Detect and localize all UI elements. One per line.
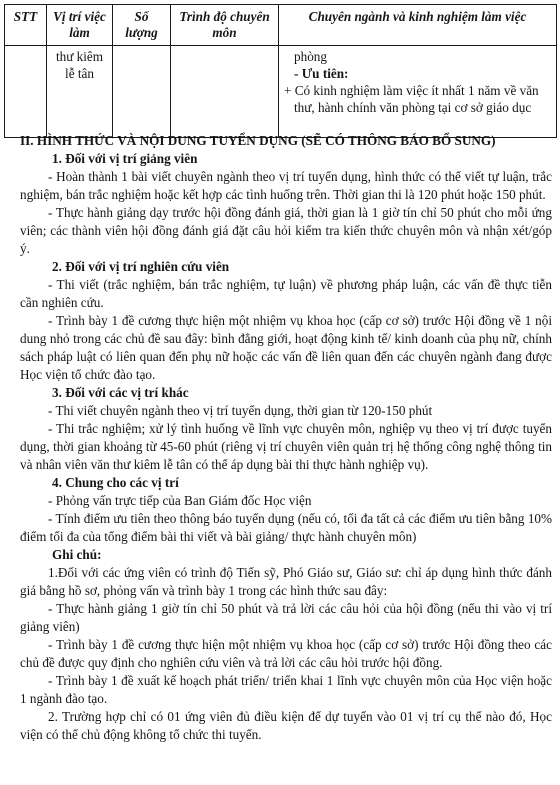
paragraph: - Trình bày 1 đề cương thực hiện một nhiệm vụ khoa học (cấp cơ sở) trước Hội đồng về 1 nội dung nhỏ trong các chủ đề sau đây: bình đẳng giới, hoạt động kinh tế/ kinh doanh của phụ nữ, chính sách pháp luật có liên quan đến phụ nữ hoặc các vấn đề liên quan đến các chuyên ngành đang được Học viện tổ chức đào tạo. — [20, 313, 552, 382]
paragraph: - Tính điểm ưu tiên theo thông báo tuyển dụng (nếu có, tối đa tất cả các điểm ưu tiên bằng 10% điểm tối đa của tổng điểm bài thi viết và bài giảng/ thực hành chuyên môn) — [20, 511, 552, 544]
table-header-row — [5, 5, 557, 46]
cell-stt — [5, 46, 47, 138]
cell-requirements — [279, 46, 557, 138]
subsection-heading-3: 3. Đối với các vị trí khác — [52, 385, 189, 400]
paragraph: - Thi viết (trắc nghiệm, bán trắc nghiệm, tự luận) về phương pháp luận, các vấn đề thực tiễn cần nghiên cứu. — [20, 277, 552, 310]
note-paragraph: 1.Đối với các ứng viên có trình độ Tiến sỹ, Phó Giáo sư, Giáo sư: chỉ áp dụng hình thức đánh giá bằng hồ sơ, phỏng vấn và trình bày 1 trong các hình thức sau đây: — [20, 565, 552, 598]
cell-quantity — [113, 46, 171, 138]
header-requirements: Chuyên ngành và kinh nghiệm làm việc — [279, 5, 557, 46]
req-line-3: + Có kinh nghiệm làm việc ít nhất 1 năm về văn thư, hành chính văn phòng tại cơ sở giáo dục — [284, 83, 539, 115]
section-title: II. HÌNH THỨC VÀ NỘI DUNG TUYỂN DỤNG (SẼ CÓ THÔNG BÁO BỔ SUNG) — [20, 133, 496, 148]
note-paragraph: 2. Trường hợp chỉ có 01 ứng viên đủ điều kiện để dự tuyển vào 01 vị trí cụ thể nào đó, Học viện có thể chủ động không tổ chức thi tuyển. — [20, 709, 552, 742]
header-quantity: Số lượng — [113, 5, 171, 46]
notes-heading: Ghi chú: — [52, 547, 102, 562]
paragraph: - Hoàn thành 1 bài viết chuyên ngành theo vị trí tuyển dụng, hình thức có thể viết tự luận, trắc nghiệm, bán trắc nghiệm hoặc kết hợp các tình huống trên. Thời gian thi là 120 phút hoặc 150 phút. — [20, 169, 552, 202]
req-line-1: phòng — [294, 49, 327, 64]
paragraph: - Thực hành giảng dạy trước hội đồng đánh giá, thời gian là 1 giờ tín chỉ 50 phút cho mỗi ứng viên; các thành viên hội đồng đánh giá đặt câu hỏi kiểm tra kiến thức chuyên môn và nhận xét/góp ý. — [20, 205, 552, 256]
note-paragraph: - Trình bày 1 đề xuất kế hoạch phát triển/ triển khai 1 lĩnh vực chuyên môn của Học viện hoặc 1 ngành đào tạo. — [20, 673, 552, 706]
note-paragraph: - Trình bày 1 đề cương thực hiện một nhiệm vụ khoa học (cấp cơ sở) trước Hội đồng theo các chủ đề được quy định cho nghiên cứu viên và trả lời các câu hỏi trước hội đồng. — [20, 637, 552, 670]
header-stt: STT — [5, 5, 47, 46]
table-row — [5, 46, 557, 138]
paragraph: - Phỏng vấn trực tiếp của Ban Giám đốc Học viện — [48, 493, 312, 508]
subsection-heading-2: 2. Đối với vị trí nghiên cứu viên — [52, 259, 230, 274]
recruitment-table — [4, 4, 557, 138]
section-2 — [20, 132, 552, 744]
paragraph: - Thi trắc nghiệm; xử lý tình huống về lĩnh vực chuyên môn, nghiệp vụ theo vị trí được tuyển dụng, thời gian khoảng từ 45-60 phút (riêng vị trí chuyên viên quản trị hệ thống công nghệ thông tin và nhân viên văn thư kiêm lễ tân có thể áp dụng bài thi thực hành nghiệp vụ). — [20, 421, 552, 472]
cell-qualification — [171, 46, 279, 138]
req-priority-label: - Ưu tiên: — [294, 66, 349, 81]
note-paragraph: - Thực hành giảng 1 giờ tín chỉ 50 phút và trả lời các câu hỏi của hội đồng (nếu thi vào vị trí giảng viên) — [20, 601, 552, 634]
header-qualification: Trình độ chuyên môn — [171, 5, 279, 46]
cell-position: thư kiêm lễ tân — [47, 46, 113, 138]
paragraph: - Thi viết chuyên ngành theo vị trí tuyển dụng, thời gian từ 120-150 phút — [48, 403, 433, 418]
subsection-heading-4: 4. Chung cho các vị trí — [52, 475, 179, 490]
header-position: Vị trí việc làm — [47, 5, 113, 46]
subsection-heading-1: 1. Đối với vị trí giảng viên — [52, 151, 198, 166]
